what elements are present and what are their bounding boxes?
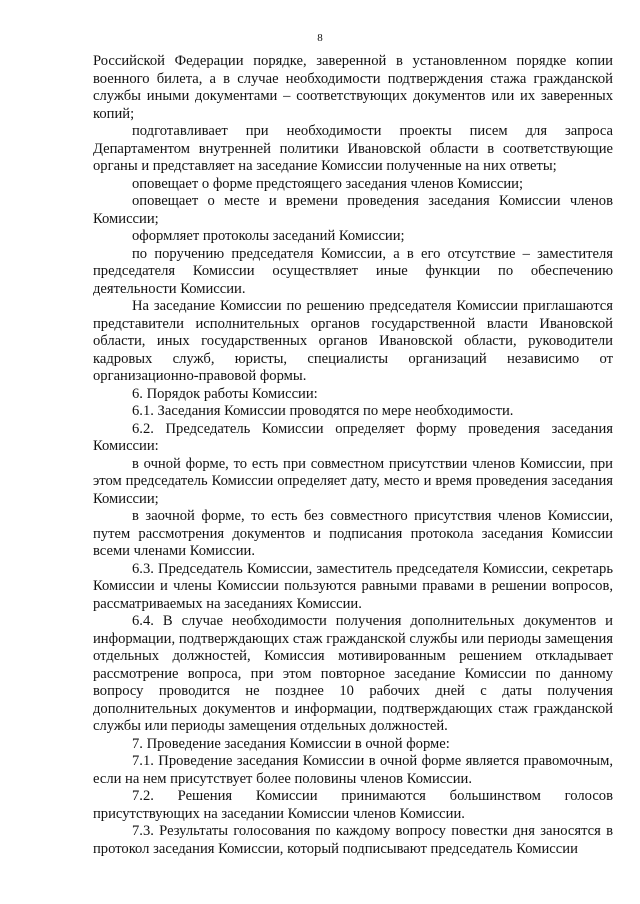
paragraph: 7.2. Решения Комиссии принимаются большинством голосов присутствующих на заседании Комиссии членов Комиссии.: [93, 788, 613, 822]
page-number: 8: [317, 32, 323, 44]
paragraph: 6.1. Заседания Комиссии проводятся по мере необходимости.: [132, 403, 514, 419]
paragraph: оформляет протоколы заседаний Комиссии;: [132, 228, 405, 244]
paragraph: 6.3. Председатель Комиссии, заместитель председателя Комиссии, секретарь Комиссии и члены Комиссии пользуются равными правами в решении вопросов, рассматриваемых на заседаниях Комиссии.: [93, 560, 613, 612]
paragraph: оповещает о форме предстоящего заседания членов Комиссии;: [132, 175, 524, 192]
paragraph: оповещает о месте и времени проведения заседания Комиссии членов Комиссии;: [93, 193, 613, 227]
paragraph: подготавливает при необходимости проекты писем для запроса Департаментом внутренней политики Ивановской области в соответствующие органы и представляет на заседание Комиссии полученные на них ответы;: [93, 123, 613, 174]
paragraph: в заочной форме, то есть без совместного присутствия членов Комиссии, путем рассмотрения документов и подписания протокола заседания Комиссии всеми членами Комиссии.: [93, 508, 613, 559]
paragraph: 6.4. В случае необходимости получения дополнительных документов и информации, подтверждающих стаж гражданской службы или периоды замещения отдельных должностей, Комиссия мотивированным решением откладывает рассмотрение вопроса, при этом повторное заседание Комиссии по данному вопросу проводится не позднее 10 рабочих дней с даты получения дополнительных документов и информации, подтверждающих стаж гражданской службы или периоды замещения отдельных должностей.: [93, 613, 613, 734]
paragraph: 7. Проведение заседания Комиссии в очной форме:: [132, 735, 450, 752]
paragraph: 7.1. Проведение заседания Комиссии в очной форме является правомочным, если на нем присутствует более половины членов Комиссии.: [93, 753, 613, 787]
paragraph: 7.3. Результаты голосования по каждому вопросу повестки дня заносятся в протокол заседания Комиссии, который подписывают председатель Комиссии: [93, 823, 613, 857]
paragraph: в очной форме, то есть при совместном присутствии членов Комиссии, при этом председатель Комиссии определяет дату, место и время проведения заседания Комиссии;: [93, 455, 613, 507]
paragraph: Российской Федерации порядке, заверенной в установленном порядке копии военного билета, а в случае необходимости подтверждения стажа гражданской службы иными документами – соответствующих документов или их заверенных копий;: [93, 53, 613, 122]
paragraph: 6. Порядок работы Комиссии:: [132, 385, 318, 402]
document-body: [93, 53, 613, 858]
paragraph: по поручению председателя Комиссии, а в его отсутствие – заместителя председателя Комиссии осуществляет иные функции по обеспечению деятельности Комиссии.: [93, 245, 613, 297]
paragraph: 6.2. Председатель Комиссии определяет форму проведения заседания Комиссии:: [93, 420, 613, 454]
paragraph: На заседание Комиссии по решению председателя Комиссии приглашаются представители исполнительных органов государственной власти Ивановской области, иных государственных органов Ивановской области, руководители кадровых служб, юристы, специалисты организаций независимо от организационно-правовой формы.: [93, 298, 613, 384]
